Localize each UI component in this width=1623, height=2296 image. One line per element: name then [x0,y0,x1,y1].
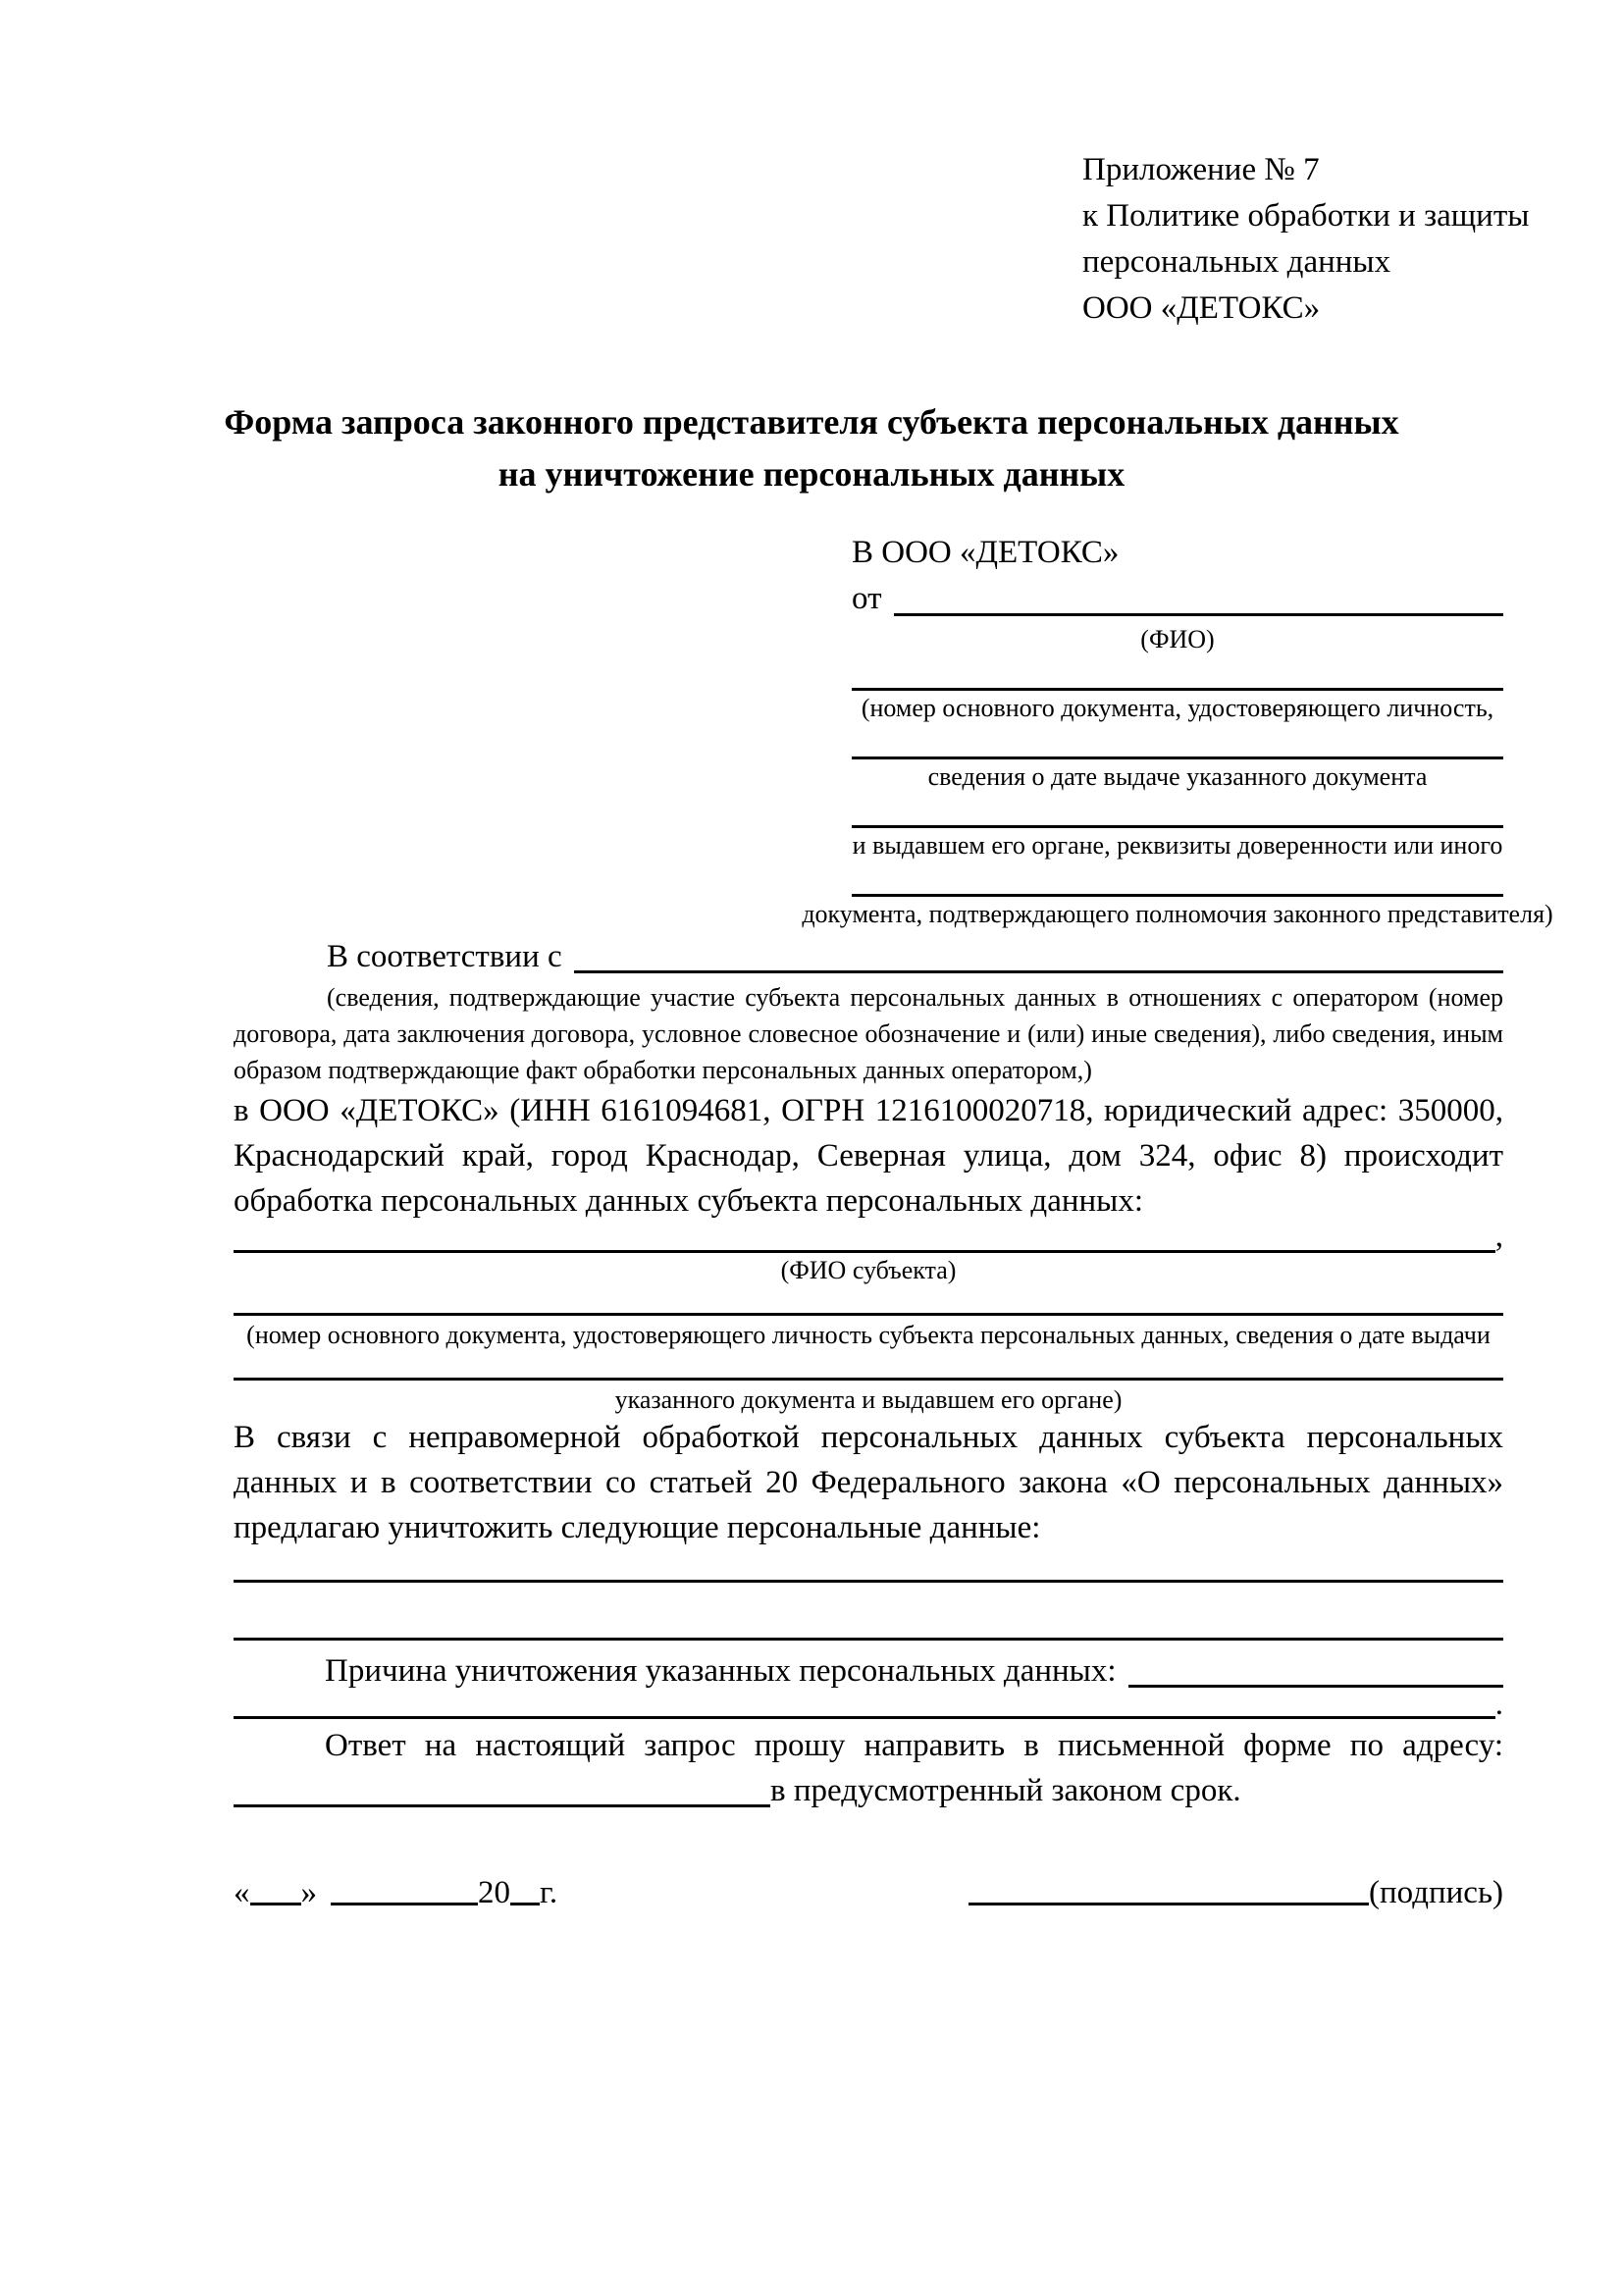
reason-input-line[interactable] [1128,1685,1503,1688]
data-to-destroy-input-line-1[interactable] [234,1550,1503,1583]
reason-row [234,1648,1503,1694]
appendix-note-line-4: ООО «ДЕТОКС» [1082,290,1321,326]
reason-continuation-row [234,1687,1503,1722]
subject-doc-caption-2: указанного документа и выдавшем его органе) [614,1385,1123,1414]
date-field [234,1870,557,1915]
reason-period: . [1494,1687,1503,1722]
day-input-line[interactable] [250,1898,301,1905]
addressee-to: В ООО «ДЕТОКС» [852,535,1120,570]
reason-input-line-2[interactable] [234,1716,1495,1719]
appendix-note-line-1: Приложение № 7 [1082,152,1320,187]
subject-doc-input-line-1[interactable] [234,1285,1503,1316]
representative-doc-input-line-2[interactable] [852,723,1503,759]
form-title-line-1: Форма запроса законного представителя субъекта персональных данных [224,402,1399,442]
month-input-line[interactable] [331,1898,478,1905]
appendix-note [1082,147,1529,332]
appendix-note-line-3: персональных данных [1082,244,1391,280]
accordance-lead: В соответствии с [327,939,562,974]
signature-input-line[interactable] [969,1898,1369,1905]
form-title-line-2: на уничтожение персональных данных [497,454,1126,494]
main-body [234,934,1503,1915]
answer-line-2 [234,1768,1503,1813]
from-label: от [852,581,882,616]
subject-name-input-line[interactable] [234,1250,1495,1253]
representative-doc-input-line-3[interactable] [852,792,1503,828]
appendix-note-line-2: к Политике обработки и защиты [1082,198,1530,234]
representative-doc-caption-4: документа, подтверждающего полномочия законного представителя) [802,900,1553,928]
representative-doc-input-line-4[interactable] [852,861,1503,897]
subject-doc-input-line-2[interactable] [234,1350,1503,1381]
signature-caption: (подпись) [1369,1875,1503,1910]
representative-name-row [852,576,1503,622]
subject-doc-caption-1: (номер основного документа, удостоверяющего личность субъекта персональных данных, сведения о дате выдачи [246,1321,1491,1349]
representative-doc-caption-1: (номер основного документа, удостоверяющего личность, [861,694,1494,722]
request-paragraph: В связи с неправомерной обработкой персональных данных субъекта персональных данных и в соответствии со статьей 20 Федерального закона «О персональных данных» предлагаю уничтожить следующие персональные данные: [234,1420,1503,1545]
date-open-quote: « [234,1875,250,1910]
operator-paragraph: в ООО «ДЕТОКС» (ИНН 6161094681, ОГРН 1216100020718, юридический адрес: 350000, Краснодарский край, город Краснодар, Северная улица, дом 324, офис 8) происходит обработка персональных данных субъекта персональных данных: [234,1093,1503,1219]
date-close-quote: » [300,1875,317,1910]
year-input-line[interactable] [510,1898,540,1905]
year-suffix: г. [540,1875,558,1910]
representative-fio-caption: (ФИО) [1140,625,1215,653]
signature-row [234,1870,1503,1915]
answer-line-2-text: в предусмотренный законом срок. [770,1773,1241,1808]
representative-name-input-line[interactable] [894,613,1504,616]
representative-doc-input-line-1[interactable] [852,654,1503,691]
subject-name-comma: , [1494,1219,1503,1254]
reason-label: Причина уничтожения указанных персональных данных: [325,1653,1117,1689]
year-prefix: 20 [478,1875,510,1910]
answer-line-1: Ответ на настоящий запрос прошу направить в письменной форме по адресу: [325,1728,1503,1763]
accordance-note: (сведения, подтверждающие участие субъекта персональных данных в отношениях с оператором (номер договора, дата заключения договора, условное словесное обозначение и (или) иные сведения), либо сведения, иным образом подтверждающие факт обработки персональных данных оператором,) [234,983,1503,1084]
accordance-row [234,934,1503,979]
data-to-destroy-input-line-2[interactable] [234,1583,1503,1641]
representative-doc-caption-3: и выдавшем его органе, реквизиты доверенности или иного [852,831,1503,860]
address-input-line[interactable] [234,1804,770,1807]
basis-input-line[interactable] [574,970,1503,973]
form-title [0,396,1623,500]
subject-fio-caption: (ФИО субъекта) [780,1256,957,1284]
signature-field [969,1870,1503,1915]
addressee-block [802,530,1553,929]
representative-doc-caption-2: сведения о дате выдаче указанного документа [927,762,1428,791]
subject-name-row [234,1219,1503,1254]
